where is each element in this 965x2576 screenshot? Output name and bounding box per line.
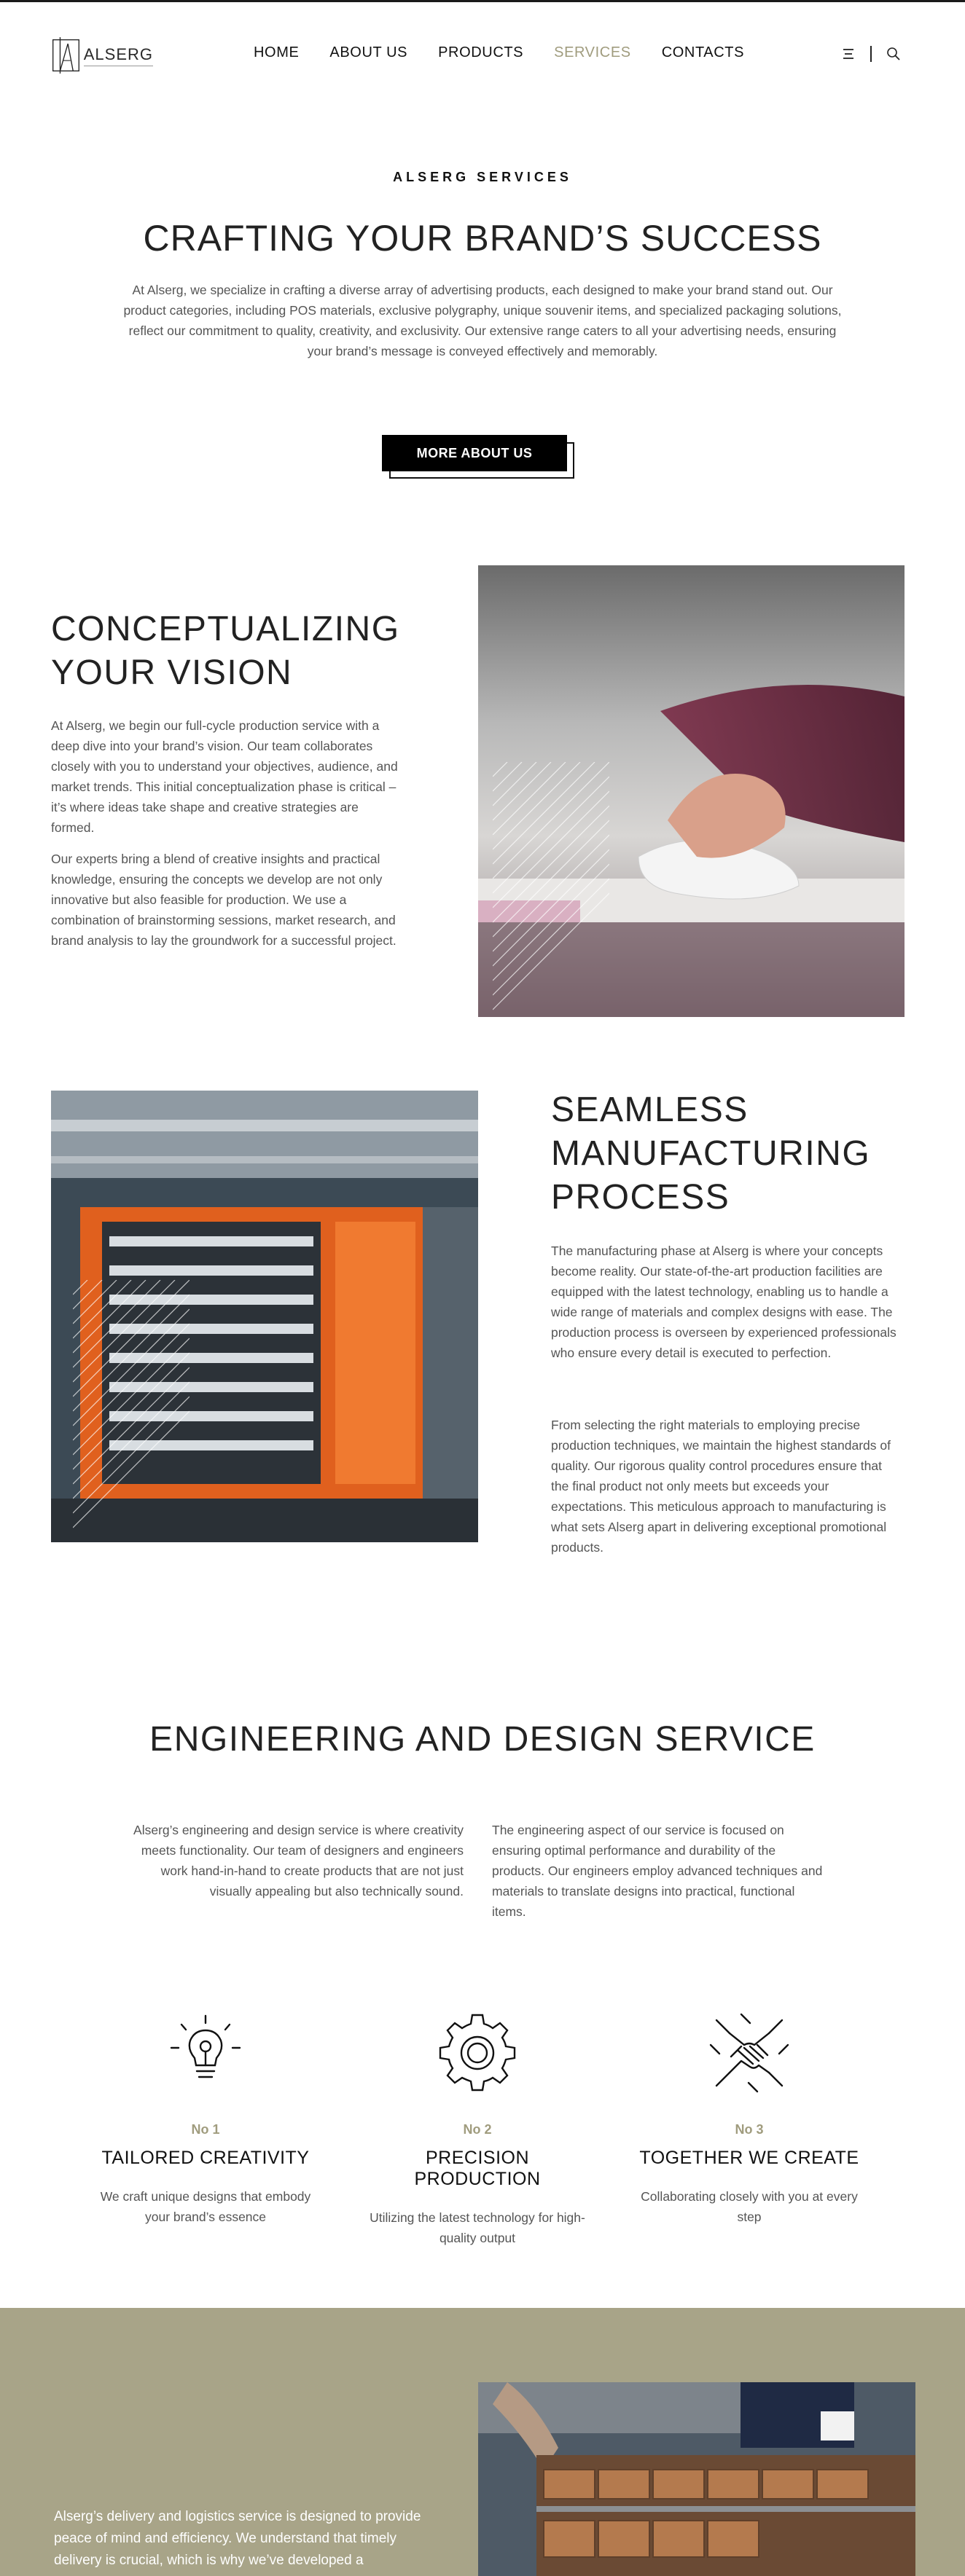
feature-card-1 <box>89 2013 322 2227</box>
manufacturing-title-line2: MANUFACTURING <box>551 1134 871 1173</box>
engineering-text-right: The engineering aspect of our service is focused on ensuring optimal performance and durability of the products. Our engineers employ advanced techniques and materials to translate designs into practical, functional items. <box>492 1823 823 1919</box>
logo-text: ALSERG <box>84 45 153 66</box>
page-title: CRAFTING YOUR BRAND’S SUCCESS <box>143 218 822 259</box>
feature-card-3 <box>633 2013 866 2227</box>
search-icon[interactable] <box>886 47 901 61</box>
feature-description: Utilizing the latest technology for high-quality output <box>370 2210 585 2245</box>
hatch-decoration <box>73 1280 190 1542</box>
nav-home[interactable]: HOME <box>254 44 300 60</box>
concept-title-line2: YOUR VISION <box>51 653 293 692</box>
warehouse-photo <box>478 2382 915 2576</box>
engineering-text-left: Alserg’s engineering and design service is where creativity meets functionality. Our team of designers and engineers work hand-in-hand to create products that are not just visually appealing but also technically sound. <box>133 1823 464 1898</box>
nav-about-us[interactable]: ABOUT US <box>329 44 408 60</box>
delivery-text: Alserg’s delivery and logistics service is designed to provide peace of mind and efficiency. We understand that timely delivery is crucial, which is why we’ve developed a <box>54 2509 421 2568</box>
brand-logo[interactable] <box>51 35 153 76</box>
nav-contacts[interactable]: CONTACTS <box>661 44 745 60</box>
feature-name: TAILORED CREATIVITY <box>101 2148 310 2168</box>
nav-products[interactable]: PRODUCTS <box>438 44 524 60</box>
logo-mark-icon <box>51 35 82 76</box>
manufacturing-title <box>551 1088 870 1220</box>
feature-name: PRECISION PRODUCTION <box>414 2148 541 2189</box>
feature-name: TOGETHER WE CREATE <box>639 2148 859 2168</box>
lightbulb-icon <box>165 2013 246 2093</box>
manufacturing-para-1: The manufacturing phase at Alserg is where your concepts become reality. Our state-of-the-art production facilities are equipped with the latest technology, enabling us to handle a wide range of materials and complex designs with ease. The production process is overseen by experienced professionals who ensure every detail is executed to perfection. <box>551 1244 896 1360</box>
feature-description: We craft unique designs that embody your brand’s essence <box>100 2189 311 2224</box>
services-eyebrow: ALSERG SERVICES <box>393 170 572 184</box>
feature-card-2 <box>361 2013 594 2248</box>
feature-number: No 2 <box>463 2122 492 2137</box>
site-header <box>0 2 965 109</box>
main-nav <box>254 44 775 61</box>
feature-number: No 1 <box>191 2122 220 2137</box>
intro-text: At Alserg, we specialize in crafting a diverse array of advertising products, each designed to make your brand stand out. Our product categories, including POS materials, exclusive polygraphy, unique souvenir items, and specialized packaging solutions, reflect our commitment to quality, creativity, and exclusivity. Our extensive range caters to all your advertising needs, ensuring your brand’s message is conveyed effectively and memorably. <box>123 283 842 358</box>
handshake-icon <box>709 2013 789 2093</box>
concept-title-line1: CONCEPTUALIZING <box>51 610 400 648</box>
hatch-decoration <box>493 762 609 1017</box>
delivery-section <box>0 2308 965 2576</box>
more-about-us-button[interactable]: MORE ABOUT US <box>382 435 567 471</box>
feature-description: Collaborating closely with you at every step <box>641 2189 858 2224</box>
gear-icon <box>437 2013 517 2093</box>
manufacturing-image <box>51 1091 478 1542</box>
feature-number: No 3 <box>735 2122 764 2137</box>
manufacturing-title-line1: SEAMLESS <box>551 1091 749 1129</box>
engineering-title: ENGINEERING AND DESIGN SERVICE <box>149 1720 816 1759</box>
concept-image <box>478 565 905 1017</box>
more-about-us-wrap <box>382 435 574 479</box>
nav-services[interactable]: SERVICES <box>554 44 631 60</box>
header-icons <box>841 46 901 62</box>
concept-para-1: At Alserg, we begin our full-cycle production service with a deep dive into your brand’s vision. Our team collaborates closely with you to understand your objectives, audience, and market trends. This initial conceptualization phase is critical – it’s where ideas take shape and creative strategies are formed. <box>51 718 398 835</box>
menu-icon[interactable] <box>841 47 856 60</box>
header-divider <box>870 46 872 62</box>
concept-title <box>51 608 400 695</box>
concept-para-2: Our experts bring a blend of creative insights and practical knowledge, ensuring the concepts we develop are not only innovative but also feasible for production. We use a combination of brainstorming sessions, market research, and brand analysis to lay the groundwork for a successful project. <box>51 852 396 948</box>
manufacturing-title-line3: PROCESS <box>551 1178 730 1217</box>
manufacturing-para-2: From selecting the right materials to employing precise production techniques, we maintain the highest standards of quality. Our rigorous quality control procedures ensure that the final product not only meets but exceeds your expectations. This meticulous approach to manufacturing is what sets Alserg apart in delivering exceptional promotional products. <box>551 1418 891 1555</box>
